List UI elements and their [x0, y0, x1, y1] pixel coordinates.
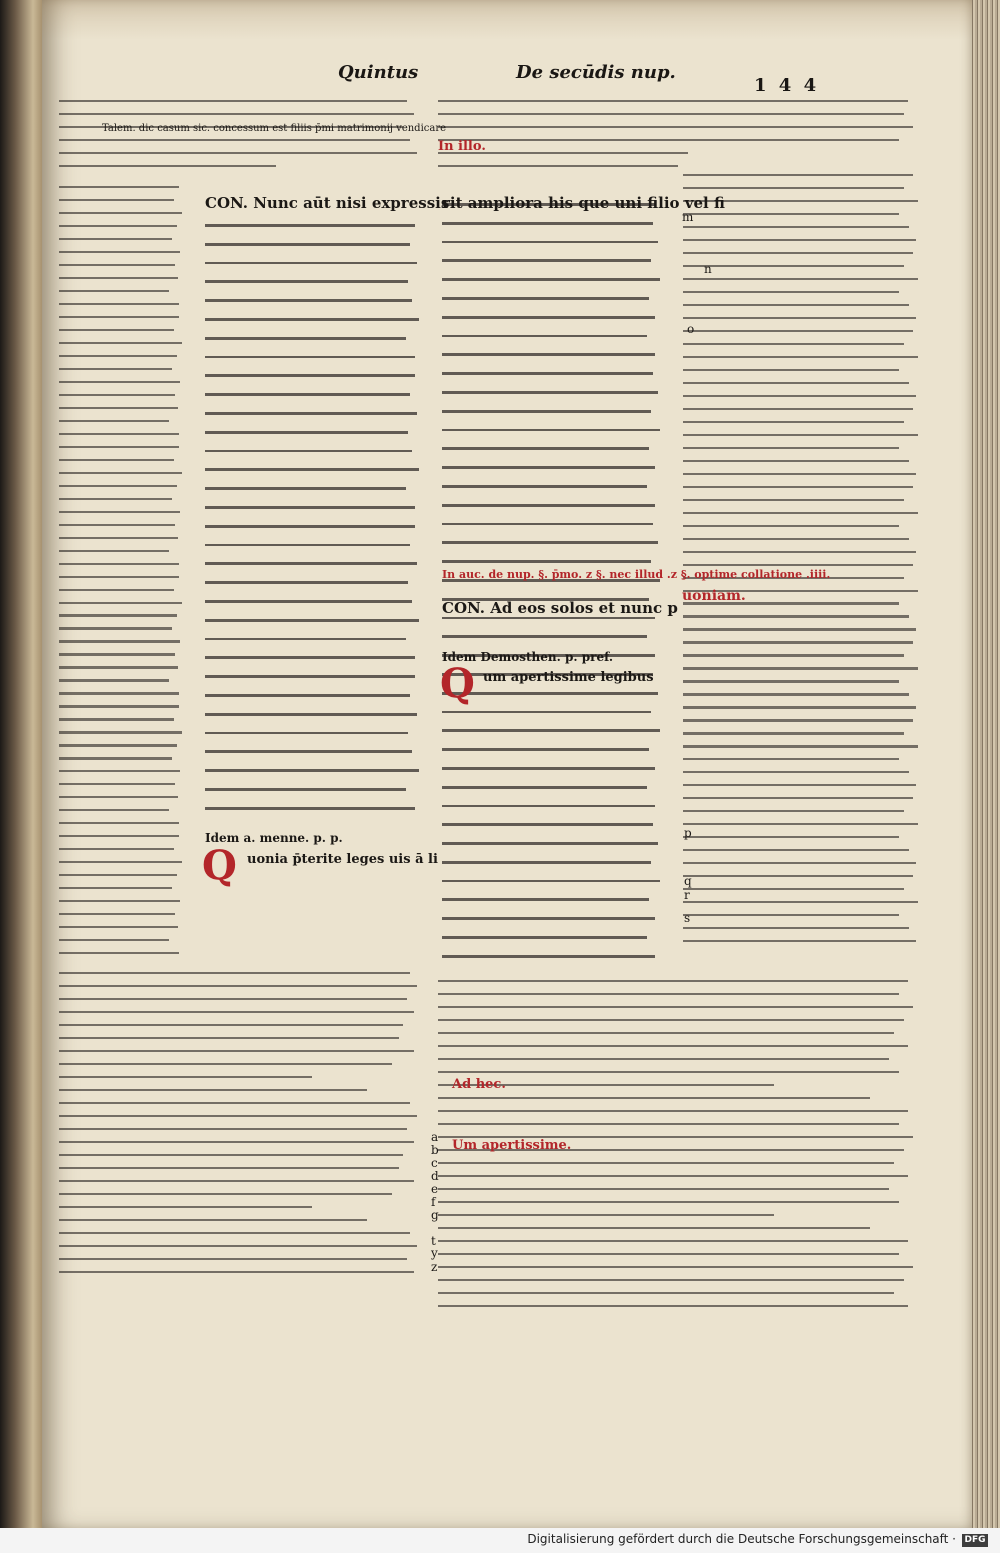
text-line [438, 1175, 908, 1177]
text-line [683, 745, 918, 747]
text-line [59, 757, 172, 759]
text-line [442, 823, 653, 826]
text-line [683, 628, 916, 630]
text-line [683, 512, 918, 514]
text-line [205, 393, 410, 396]
text-line [205, 224, 415, 227]
text-line [438, 1253, 899, 1255]
text-line [683, 447, 899, 449]
running-head-left: Quintus [338, 62, 419, 83]
text-line [205, 694, 410, 697]
text-line [683, 927, 909, 929]
text-line [683, 836, 899, 838]
text-line [59, 744, 177, 746]
text-line [59, 705, 179, 707]
text-line [442, 241, 658, 244]
text-line [438, 993, 899, 995]
text-line [438, 1110, 908, 1112]
text-line [59, 783, 175, 785]
text-line [683, 693, 909, 695]
text-line [59, 809, 169, 811]
text-line [59, 1089, 367, 1091]
text-line [442, 955, 655, 958]
gloss-letter: e [431, 1182, 439, 1196]
text-line [442, 711, 651, 714]
text-line [438, 1266, 913, 1268]
text-line [59, 199, 174, 201]
text-line [59, 589, 174, 591]
text-line [59, 563, 179, 565]
text-line [59, 822, 179, 824]
text-line [683, 395, 916, 397]
text-line [438, 1123, 899, 1125]
text-line [442, 880, 660, 883]
text-line [59, 653, 175, 655]
text-line [438, 1292, 894, 1294]
text-line [683, 654, 904, 656]
text-line [442, 372, 653, 375]
text-line [59, 1141, 414, 1143]
text-line [438, 1006, 913, 1008]
text-line [205, 562, 417, 565]
text-line [59, 303, 179, 305]
gloss-top-right [438, 100, 918, 178]
text-line [683, 564, 913, 566]
text-line [59, 796, 178, 798]
text-line [683, 486, 913, 488]
gloss-letter: c [431, 1156, 438, 1170]
text-line [59, 537, 178, 539]
text-line [442, 278, 660, 281]
text-line [683, 888, 904, 890]
text-line [59, 446, 179, 448]
text-line [438, 1188, 889, 1190]
text-line [683, 252, 913, 254]
text-line [438, 139, 899, 141]
text-line [205, 750, 412, 753]
text-line [59, 1219, 367, 1221]
text-line [438, 1019, 904, 1021]
text-line [205, 356, 415, 359]
gloss-letter: d [431, 1169, 439, 1183]
main-text-right-column [442, 203, 662, 974]
gloss-letter: g [431, 1208, 439, 1222]
text-line [59, 459, 174, 461]
text-line [205, 318, 419, 321]
text-line [59, 342, 182, 344]
folio-number: 1 4 4 [754, 75, 820, 96]
text-line [683, 369, 899, 371]
text-line [59, 770, 180, 772]
text-line [59, 355, 177, 357]
text-line [438, 113, 904, 115]
text-line [59, 640, 180, 642]
text-line [683, 382, 909, 384]
text-line [205, 769, 419, 772]
text-line [683, 875, 913, 877]
text-line [59, 627, 172, 629]
text-line [442, 410, 651, 413]
text-line [59, 511, 180, 513]
text-line [683, 265, 904, 267]
text-line [205, 675, 415, 678]
text-line [438, 1162, 894, 1164]
text-line [59, 329, 174, 331]
text-line [683, 940, 916, 942]
gloss-letter: z [431, 1260, 438, 1274]
text-line [683, 317, 916, 319]
text-line [59, 186, 179, 188]
text-line [59, 498, 172, 500]
text-line [59, 1102, 410, 1104]
text-line [59, 316, 179, 318]
text-line [683, 473, 916, 475]
text-line [59, 1154, 403, 1156]
text-line [683, 356, 918, 358]
main-right-incipit: rit ampliora his que uni filio vel fi [442, 194, 725, 212]
gloss-right-narrow [683, 174, 923, 953]
text-line [59, 861, 182, 863]
text-line [205, 525, 415, 528]
decorated-initial-q: Q [202, 842, 237, 889]
text-line [438, 1071, 899, 1073]
text-line [205, 807, 415, 810]
text-line [59, 666, 178, 668]
text-line [442, 729, 660, 732]
text-line [683, 278, 918, 280]
text-line [683, 187, 904, 189]
text-line [438, 165, 678, 167]
text-line [438, 1045, 908, 1047]
text-line [442, 485, 647, 488]
text-line [59, 939, 169, 941]
text-line [442, 523, 653, 526]
text-line [205, 262, 417, 265]
text-line [205, 713, 417, 716]
gloss-letter: y [431, 1246, 438, 1260]
text-line [205, 506, 415, 509]
text-line [438, 980, 908, 982]
text-line [59, 407, 178, 409]
text-line [442, 805, 655, 808]
text-line [683, 667, 918, 669]
text-line [683, 810, 904, 812]
text-line [59, 420, 169, 422]
text-line [438, 1058, 889, 1060]
gloss-letter: a [431, 1130, 439, 1144]
text-line [59, 1011, 414, 1013]
text-line [59, 1271, 414, 1273]
text-line [683, 849, 909, 851]
text-line [438, 1214, 774, 1216]
gloss-rubric-apertissime: Um apertissime. [452, 1138, 572, 1153]
text-line [59, 1206, 312, 1208]
gloss-letter: o [687, 322, 695, 336]
text-line [205, 431, 408, 434]
text-line [438, 1227, 870, 1229]
text-line [59, 165, 276, 167]
text-line [442, 842, 658, 845]
text-line [59, 1076, 312, 1078]
text-line [438, 1305, 908, 1307]
text-line [59, 848, 174, 850]
text-line [205, 638, 406, 641]
text-line [59, 433, 179, 435]
text-line [683, 525, 899, 527]
text-line [683, 434, 918, 436]
footer-bar [0, 1528, 1000, 1553]
gloss-rubric-quoniam: uoniam. [682, 588, 746, 604]
text-line [205, 337, 406, 340]
text-line [205, 450, 412, 453]
text-line [438, 100, 908, 102]
text-line [59, 1193, 392, 1195]
text-line [205, 243, 410, 246]
text-line [59, 1024, 403, 1026]
text-line [683, 758, 899, 760]
text-line [442, 335, 647, 338]
gloss-rubric-inillo: In illo. [438, 139, 486, 154]
text-line [205, 600, 412, 603]
text-line [442, 391, 658, 394]
text-line [59, 1128, 407, 1130]
text-line [59, 139, 410, 141]
text-line [438, 1201, 899, 1203]
gloss-letter: m [682, 210, 694, 224]
text-line [59, 731, 182, 733]
gloss-letter: b [431, 1143, 439, 1157]
main-left-q-line: uonia p̄terite leges uis ā li [247, 852, 438, 867]
text-line [59, 381, 180, 383]
text-line [59, 1115, 417, 1117]
text-line [59, 277, 178, 279]
text-line [683, 641, 913, 643]
text-line [59, 550, 169, 552]
gloss-letter: n [704, 262, 712, 276]
text-line [683, 408, 913, 410]
gloss-letter: f [431, 1195, 436, 1209]
gloss-rubric-adhec: Ad hec. [452, 1077, 506, 1092]
main-left-rubric: Idem a. menne. p. p. [205, 831, 343, 845]
gloss-snippet-talem: Talem. dic casum sic. concessum est filiis p̄mi matrimonij vendicare [102, 123, 447, 134]
running-head-right: De secūdis nup. [516, 62, 676, 83]
text-line [683, 615, 909, 617]
text-line [205, 581, 408, 584]
text-line [59, 1063, 392, 1065]
text-line [205, 280, 408, 283]
text-line [683, 330, 913, 332]
text-line [59, 835, 179, 837]
text-line [205, 299, 412, 302]
gloss-left-narrow [59, 186, 184, 965]
text-line [59, 238, 172, 240]
text-line [683, 538, 909, 540]
text-line [59, 952, 179, 954]
text-line [683, 797, 913, 799]
main-right-rubric: In auc. de nup. §. p̄mo. z §. nec illud .z §. optime collatione .iiii. [442, 568, 831, 581]
text-line [59, 1245, 417, 1247]
text-line [442, 504, 655, 507]
text-line [59, 225, 177, 227]
dfg-logo: DFG [962, 1534, 988, 1547]
text-line [59, 1167, 399, 1169]
text-line [683, 784, 916, 786]
text-line [683, 174, 913, 176]
folio-page [42, 0, 972, 1528]
text-line [683, 914, 899, 916]
text-line [442, 259, 651, 262]
text-line [438, 126, 913, 128]
text-line [683, 862, 916, 864]
text-line [59, 998, 407, 1000]
main-text-left-column [205, 224, 421, 826]
text-line [438, 1032, 894, 1034]
text-line [59, 1050, 414, 1052]
text-line [683, 304, 909, 306]
text-line [59, 394, 175, 396]
text-line [438, 1279, 904, 1281]
text-line [683, 901, 918, 903]
text-line [59, 251, 180, 253]
gloss-top-left [59, 100, 421, 178]
text-line [59, 472, 182, 474]
text-line [59, 100, 407, 102]
text-line [59, 113, 414, 115]
text-line [59, 926, 178, 928]
main-right-con: CON. Ad eos solos et nunc p [442, 599, 678, 617]
main-left-incipit: CON. Nunc aūt nisi expressis [205, 194, 450, 212]
text-line [59, 972, 410, 974]
text-line [442, 748, 649, 751]
gloss-letter: t [431, 1234, 436, 1248]
gloss-bottom-left [59, 972, 421, 1284]
text-line [442, 635, 647, 638]
text-line [442, 297, 649, 300]
text-line [683, 239, 916, 241]
text-line [59, 152, 417, 154]
gloss-letter: s [684, 911, 691, 925]
text-line [438, 1240, 908, 1242]
decorated-initial-q-right: Q [440, 660, 475, 707]
main-right-q-line: um apertissime legibus [483, 670, 654, 685]
text-line [683, 291, 899, 293]
text-line [442, 447, 649, 450]
text-line [59, 913, 175, 915]
text-line [683, 499, 904, 501]
funding-note: Digitalisierung gefördert durch die Deutsche Forschungsgemeinschaft · [527, 1532, 956, 1546]
text-line [59, 212, 182, 214]
text-line [205, 732, 408, 735]
text-line [59, 985, 417, 987]
text-line [59, 524, 175, 526]
text-line [205, 788, 406, 791]
text-line [59, 692, 179, 694]
previous-page-edge [0, 0, 44, 1553]
text-line [442, 466, 655, 469]
text-line [683, 460, 909, 462]
text-line [683, 226, 909, 228]
text-line [59, 1180, 414, 1182]
text-line [205, 487, 406, 490]
text-line [59, 887, 172, 889]
text-line [683, 213, 899, 215]
text-line [438, 1097, 870, 1099]
gloss-letter: p [684, 826, 692, 840]
gloss-letter: q [684, 874, 692, 888]
text-line [59, 1232, 410, 1234]
text-line [442, 353, 655, 356]
text-line [205, 656, 415, 659]
text-line [683, 771, 909, 773]
text-line [683, 719, 913, 721]
text-line [205, 619, 419, 622]
text-line [59, 485, 177, 487]
text-line [683, 343, 904, 345]
text-line [59, 1258, 407, 1260]
text-line [59, 1037, 399, 1039]
text-line [59, 874, 177, 876]
text-line [59, 602, 182, 604]
text-line [442, 936, 647, 939]
text-line [442, 917, 655, 920]
text-line [59, 576, 179, 578]
gloss-letter: r [684, 888, 690, 902]
text-line [442, 767, 655, 770]
text-line [59, 718, 174, 720]
text-line [442, 786, 647, 789]
text-line [683, 421, 904, 423]
text-line [683, 680, 899, 682]
text-line [442, 861, 651, 864]
text-line [683, 551, 916, 553]
text-line [59, 900, 180, 902]
text-line [442, 898, 649, 901]
main-right-idem: Idem Demosthen. p. pref. [442, 650, 613, 664]
text-line [59, 264, 175, 266]
text-line [442, 541, 658, 544]
text-line [205, 374, 415, 377]
text-line [683, 732, 904, 734]
text-line [59, 614, 177, 616]
text-line [59, 679, 169, 681]
text-line [442, 222, 653, 225]
text-line [205, 412, 417, 415]
text-line [205, 468, 419, 471]
text-line [442, 316, 655, 319]
text-line [442, 429, 660, 432]
text-line [683, 706, 916, 708]
text-line [59, 290, 169, 292]
text-line [205, 544, 410, 547]
text-line [442, 560, 651, 563]
text-line [683, 823, 918, 825]
text-line [59, 368, 172, 370]
